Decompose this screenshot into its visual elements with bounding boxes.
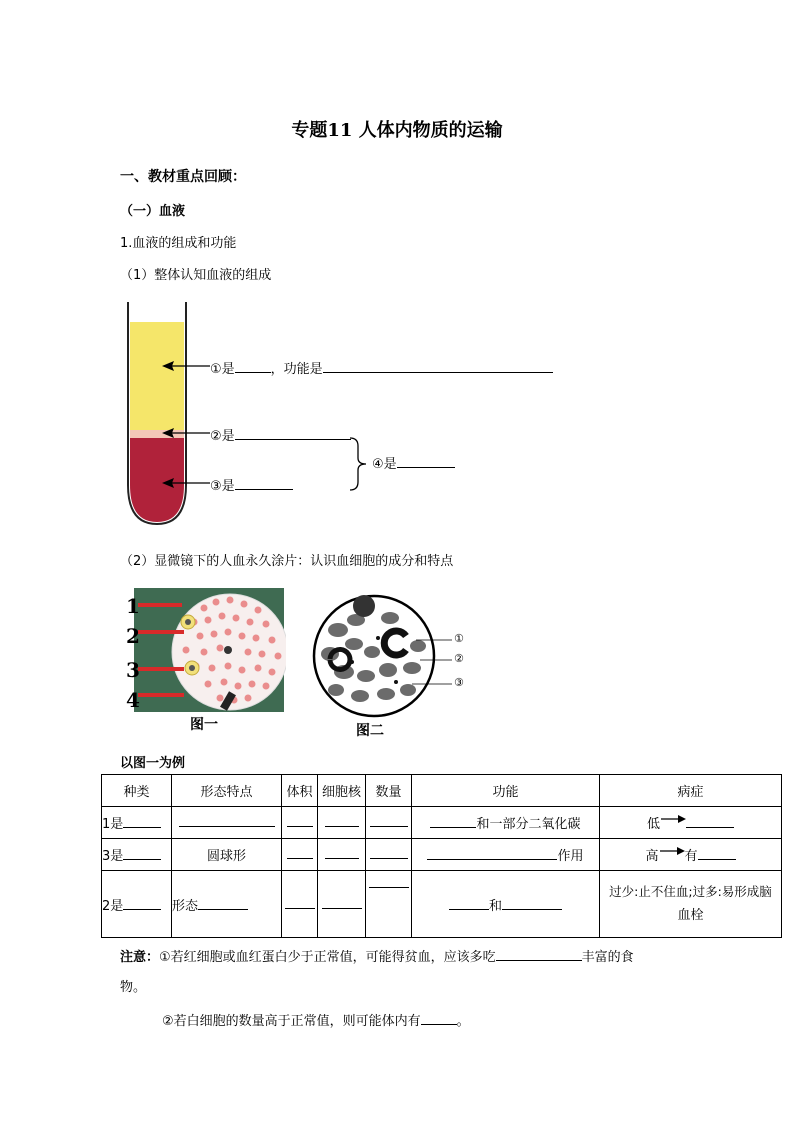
- row1-nucleus-blank[interactable]: [325, 814, 359, 827]
- row2-shape-text: 形态: [172, 898, 199, 914]
- item-composition-function: 1.血液的组成和功能: [120, 236, 237, 251]
- row1-shape-blank[interactable]: [179, 814, 275, 827]
- pointer-4: [138, 693, 184, 697]
- table-row: [102, 871, 782, 938]
- row1-count-blank[interactable]: [370, 814, 408, 827]
- header-disease: 病症: [600, 775, 782, 807]
- row3-function: [412, 839, 600, 871]
- table-header-row: [102, 775, 782, 807]
- figure-1-caption: 图一: [190, 717, 218, 733]
- row2-disease-line2: 血栓: [677, 908, 704, 923]
- row3-disease-high: 高: [645, 849, 659, 864]
- table-row: [102, 839, 782, 871]
- row2-nucleus-blank[interactable]: [322, 896, 362, 909]
- blank-plasma-function[interactable]: [323, 358, 553, 373]
- blank-plasma[interactable]: [235, 358, 271, 373]
- layer4-label: ④是: [372, 457, 397, 472]
- row2-type-blank[interactable]: [123, 897, 161, 910]
- row2-volume: [282, 871, 318, 938]
- layer3-label: ③是: [210, 479, 235, 494]
- row3-shape: 圆球形: [172, 839, 282, 871]
- row3-disease-blank[interactable]: [698, 847, 736, 860]
- header-function: 功能: [412, 775, 600, 807]
- fig2-label-1: ①: [454, 632, 464, 645]
- row3-type: [102, 839, 172, 871]
- fig2-label-3: ③: [454, 676, 464, 689]
- plasma-label: ①是: [210, 362, 235, 377]
- white-cell-3: [224, 646, 232, 654]
- arrow-right-icon: [659, 846, 685, 856]
- row3-count: [366, 839, 412, 871]
- note-1: [120, 946, 634, 965]
- row2-disease-line1: 过少:止不住血;过多:易形成脑: [609, 884, 772, 899]
- row2-function: [412, 871, 600, 938]
- row1-function-blank[interactable]: [430, 815, 476, 828]
- row3-disease-have: 有: [684, 849, 698, 864]
- header-nucleus: 细胞核: [318, 775, 366, 807]
- note-1-continued: 物。: [120, 980, 147, 995]
- blank-layer2[interactable]: [235, 425, 351, 440]
- row3-function-text: 作用: [557, 849, 584, 864]
- row3-nucleus: [318, 839, 366, 871]
- row1-type-blank[interactable]: [123, 815, 161, 828]
- fig1-number-2: 2: [126, 624, 140, 648]
- figure-2-caption: 图二: [356, 723, 384, 739]
- blank-layer3[interactable]: [235, 475, 293, 490]
- row2-function-blank-b[interactable]: [502, 897, 562, 910]
- item-microscope-smear: （2）显微镜下的人血永久涂片：认识血细胞的成分和特点: [120, 554, 454, 569]
- tube-label-4: [372, 453, 455, 472]
- page-title: 专题11 人体内物质的运输: [291, 120, 503, 141]
- header-type: 种类: [102, 775, 172, 807]
- row2-disease: [600, 871, 782, 938]
- row1-disease-text: 低: [646, 817, 660, 832]
- plasma-layer: [120, 322, 210, 430]
- row3-volume-blank[interactable]: [287, 846, 313, 859]
- row3-disease: [600, 839, 782, 871]
- row3-volume: [282, 839, 318, 871]
- row2-shape-blank[interactable]: [198, 897, 248, 910]
- test-tube-diagram: [120, 300, 210, 530]
- arrow-right-icon: [660, 814, 686, 824]
- row1-function: [412, 807, 600, 839]
- row3-type-text: 3是: [102, 849, 124, 864]
- row3-function-blank[interactable]: [427, 847, 557, 860]
- row2-function-blank-a[interactable]: [449, 897, 489, 910]
- row3-type-blank[interactable]: [123, 847, 161, 860]
- note-label: 注意：: [120, 950, 160, 965]
- row1-disease-blank[interactable]: [686, 815, 734, 828]
- tube-label-3: [210, 475, 293, 494]
- header-volume: 体积: [282, 775, 318, 807]
- header-count: 数量: [366, 775, 412, 807]
- fig1-number-3: 3: [126, 658, 140, 682]
- pointer-1: [138, 603, 182, 607]
- note-1-text-a: ①若红细胞或血红蛋白少于正常值，可能得贫血，应该多吃: [159, 950, 496, 965]
- row1-nucleus: [318, 807, 366, 839]
- note-2: [162, 1010, 470, 1029]
- layer2-label: ②是: [210, 429, 235, 444]
- note-2-blank[interactable]: [421, 1010, 457, 1025]
- row1-type-text: 1是: [102, 817, 124, 832]
- row2-count-blank[interactable]: [369, 875, 409, 888]
- item-overall-composition: （1）整体认知血液的组成: [120, 268, 272, 283]
- tube-label-1: [210, 358, 553, 377]
- pointer-2: [138, 630, 184, 634]
- section-heading-blood: （一）血液: [120, 204, 186, 219]
- row1-type: [102, 807, 172, 839]
- row2-count: [366, 871, 412, 938]
- section-heading-1: 一、教材重点回顾：: [120, 169, 246, 185]
- row2-nucleus: [318, 871, 366, 938]
- header-shape: 形态特点: [172, 775, 282, 807]
- blank-layer4[interactable]: [397, 453, 455, 468]
- plasma-function-label: ，功能是: [270, 362, 323, 377]
- note-1-text-b: 丰富的食: [581, 950, 634, 965]
- note-1-blank[interactable]: [496, 946, 582, 961]
- figure-2-cell-drawing: [308, 590, 478, 722]
- tube-label-2: [210, 425, 351, 444]
- table-row: [102, 807, 782, 839]
- row2-shape: [172, 871, 282, 938]
- pointer-3: [138, 667, 184, 671]
- fig1-number-4: 4: [126, 688, 140, 712]
- fig1-number-1: 1: [126, 594, 140, 618]
- blood-cell-table: [101, 774, 782, 938]
- note-2-text-b: 。: [456, 1014, 470, 1029]
- row2-type: [102, 871, 172, 938]
- note-2-text-a: ②若白细胞的数量高于正常值，则可能体内有: [162, 1014, 421, 1029]
- row2-volume-blank[interactable]: [285, 896, 315, 909]
- row2-type-text: 2是: [102, 898, 124, 914]
- row3-nucleus-blank[interactable]: [325, 846, 359, 859]
- row1-shape: [172, 807, 282, 839]
- figure-1-blood-smear: [124, 588, 286, 716]
- row3-count-blank[interactable]: [370, 846, 408, 859]
- row2-function-text: 和: [488, 898, 502, 914]
- row1-volume: [282, 807, 318, 839]
- row1-count: [366, 807, 412, 839]
- fig2-label-2: ②: [454, 652, 464, 665]
- row1-disease: [600, 807, 782, 839]
- example-label: 以图一为例: [120, 756, 186, 771]
- row1-function-text: 和一部分二氧化碳: [476, 817, 581, 832]
- row1-volume-blank[interactable]: [287, 814, 313, 827]
- white-cell-drawn-1: [353, 595, 375, 617]
- right-brace-icon: [344, 436, 374, 492]
